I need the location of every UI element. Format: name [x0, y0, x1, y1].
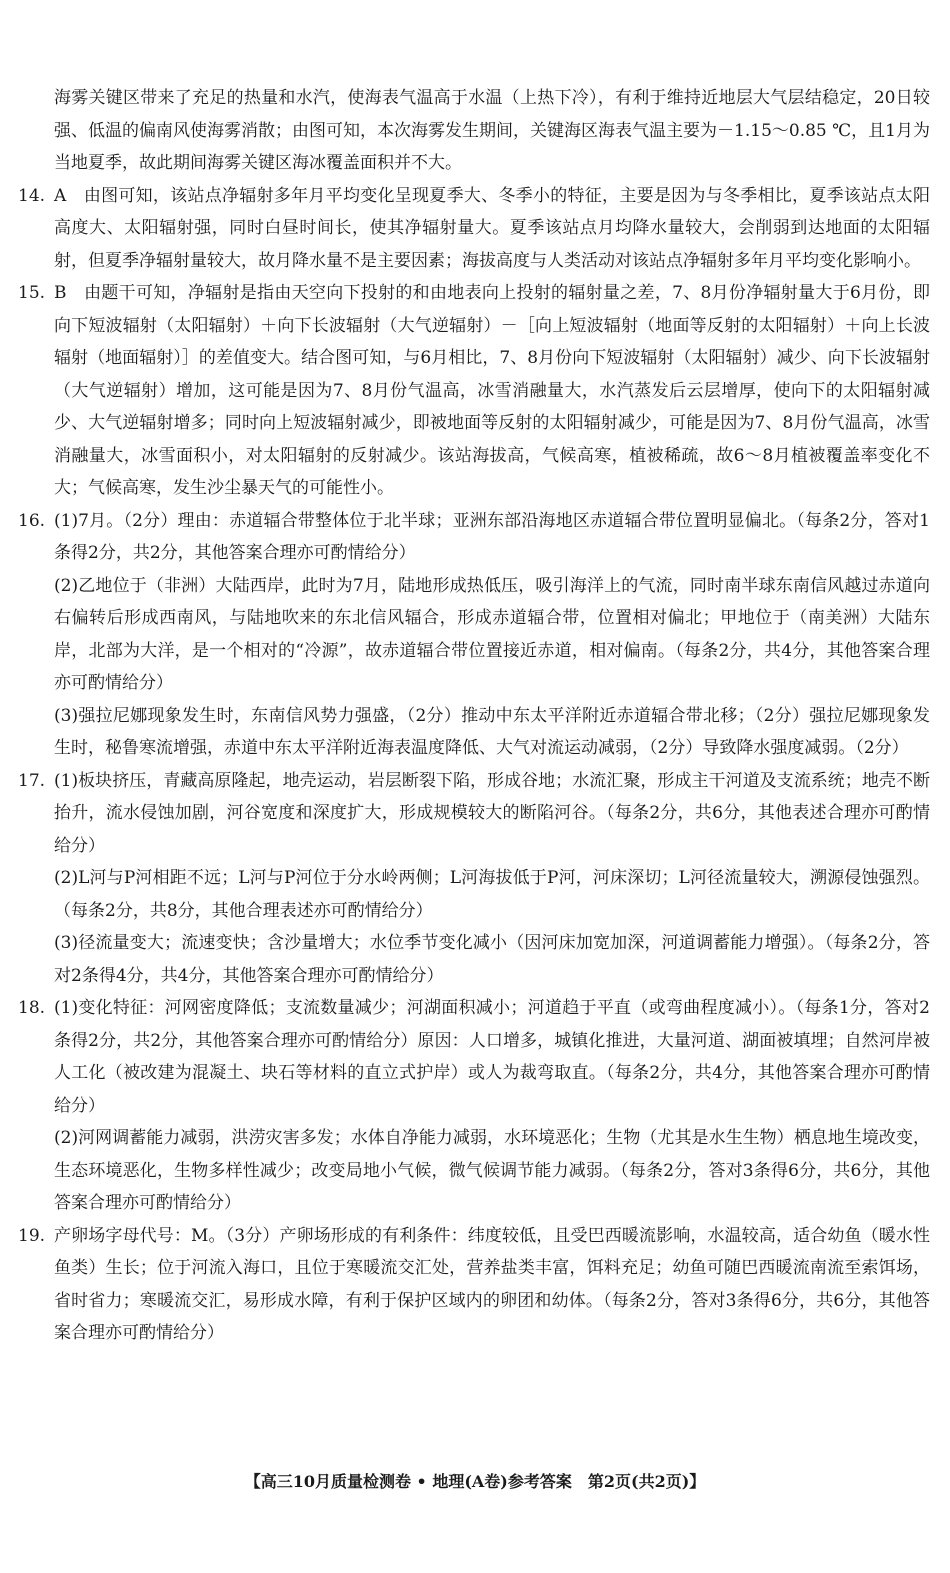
question-number: 16.	[18, 510, 46, 531]
question-number: 15.	[18, 283, 46, 303]
question-16	[18, 505, 930, 765]
answer-part-1: (1)7月。（2分）理由：赤道辐合带整体位于北半球；亚洲东部沿海地区赤道辐合带位置明显偏北。（每条2分，答对1条得2分，共2分，其他答案合理亦可酌情给分）	[54, 510, 930, 563]
answer-text: B 由题干可知，净辐射是指由天空向下投射的和由地表向上投射的辐射量之差，7、8月份净辐射量大于6月份，即向下短波辐射（太阳辐射）＋向下长波辐射（大气逆辐射）－［向上短波辐射（地面等反射的太阳辐射）＋向上长波辐射（地面辐射）］的差值变大。结合图可知，与6月相比，7、8月份向下短波辐射（太阳辐射）减少、向下长波辐射（大气逆辐射）增加，这可能是因为7、8月份气温高，冰雪消融量大，水汽蒸发后云层增厚，使向下的太阳辐射减少、大气逆辐射增多；同时向上短波辐射减少，即被地面等反射的太阳辐射减少，可能是因为7、8月份气温高，冰雪消融量大，冰雪面积小，对太阳辐射的反射减少。该站海拔高，气候高寒，植被稀疏，故6～8月植被覆盖率变化不大；气候高寒，发生沙尘暴天气的可能性小。	[54, 283, 930, 498]
page-footer: 【高三10月质量检测卷 • 地理(A卷)参考答案 第2页(共2页)】	[244, 1472, 706, 1491]
answer-text: 产卵场字母代号：M。（3分）产卵场形成的有利条件：纬度较低，且受巴西暖流影响，水温较高，适合幼鱼（暖水性鱼类）生长；位于河流入海口，且位于寒暖流交汇处，营养盐类丰富，饵料充足；幼鱼可随巴西暖流南流至索饵场，省时省力；寒暖流交汇，易形成水障，有利于保护区域内的卵团和幼体。（每条2分，答对3条得6分，共6分，其他答案合理亦可酌情给分）	[54, 1225, 930, 1343]
question-17	[18, 765, 930, 993]
question-number: 19.	[18, 1225, 46, 1246]
question-number: 17.	[18, 770, 46, 791]
question-18	[18, 992, 930, 1220]
question-19	[18, 1220, 930, 1350]
question-15	[18, 277, 930, 505]
answer-part-2: (2)乙地位于（非洲）大陆西岸，此时为7月，陆地形成热低压，吸引海洋上的气流，同时南半球东南信风越过赤道向右偏转后形成西南风，与陆地吹来的东北信风辐合，形成赤道辐合带，位置相对偏北；甲地位于（南美洲）大陆东岸，北部为大洋，是一个相对的“冷源”，故赤道辐合带位置接近赤道，相对偏南。（每条2分，共4分，其他答案合理亦可酌情给分）	[54, 575, 930, 693]
question-number: 14.	[18, 185, 46, 206]
answer-part-2: (2)L河与P河相距不远；L河与P河位于分水岭两侧；L河海拔低于P河，河床深切；L河径流量较大，溯源侵蚀强烈。（每条2分，共8分，其他合理表述亦可酌情给分）	[54, 868, 930, 921]
answer-part-1: (1)板块挤压，青藏高原隆起，地壳运动，岩层断裂下陷，形成谷地；水流汇聚，形成主干河道及支流系统；地壳不断抬升，流水侵蚀加剧，河谷宽度和深度扩大，形成规模较大的断陷河谷。（每条2分，共6分，其他表述合理亦可酌情给分）	[54, 770, 930, 856]
answer-part-1: (1)变化特征：河网密度降低；支流数量减少；河湖面积减小；河道趋于平直（或弯曲程度减小）。（每条1分，答对2条得2分，共2分，其他答案合理亦可酌情给分）原因：人口增多，城镇化推进，大量河道、湖面被填埋；自然河岸被人工化（被改建为混凝土、块石等材料的直立式护岸）或人为裁弯取直。（每条2分，共4分，其他答案合理亦可酌情给分）	[54, 998, 930, 1116]
answer-text: A 由图可知，该站点净辐射多年月平均变化呈现夏季大、冬季小的特征，主要是因为与冬季相比，夏季该站点太阳高度大、太阳辐射强，同时白昼时间长，使其净辐射量大。夏季该站点月均降水量较大，会削弱到达地面的太阳辐射，但夏季净辐射量较大，故月降水量不是主要因素；海拔高度与人类活动对该站点净辐射多年月平均变化影响小。	[54, 185, 930, 271]
answer-part-3: (3)强拉尼娜现象发生时，东南信风势力强盛，（2分）推动中东太平洋附近赤道辐合带北移；（2分）强拉尼娜现象发生时，秘鲁寒流增强，赤道中东太平洋附近海表温度降低、大气对流运动减弱，（2分）导致降水强度减弱。（2分）	[54, 705, 930, 758]
answer-part-3: (3)径流量变大；流速变快；含沙量增大；水位季节变化减小（因河床加宽加深，河道调蓄能力增强）。（每条2分，答对2条得4分，共4分，其他答案合理亦可酌情给分）	[54, 933, 930, 986]
answer-text: 海雾关键区带来了充足的热量和水汽，使海表气温高于水温（上热下冷），有利于维持近地层大气层结稳定，20日较强、低温的偏南风使海雾消散；由图可知，本次海雾发生期间，关键海区海表气温主要为－1.15～0.85 ℃，且1月为当地夏季，故此期间海雾关键区海冰覆盖面积并不大。	[54, 88, 930, 173]
answer-part-2: (2)河网调蓄能力减弱，洪涝灾害多发；水体自净能力减弱，水环境恶化；生物（尤其是水生生物）栖息地生境改变，生态环境恶化，生物多样性减少；改变局地小气候，微气候调节能力减弱。（每条2分，答对3条得6分，共6分，其他答案合理亦可酌情给分）	[54, 1128, 930, 1213]
question-number: 18.	[18, 998, 46, 1018]
question-14	[18, 180, 930, 278]
question-13-continuation	[18, 82, 930, 180]
